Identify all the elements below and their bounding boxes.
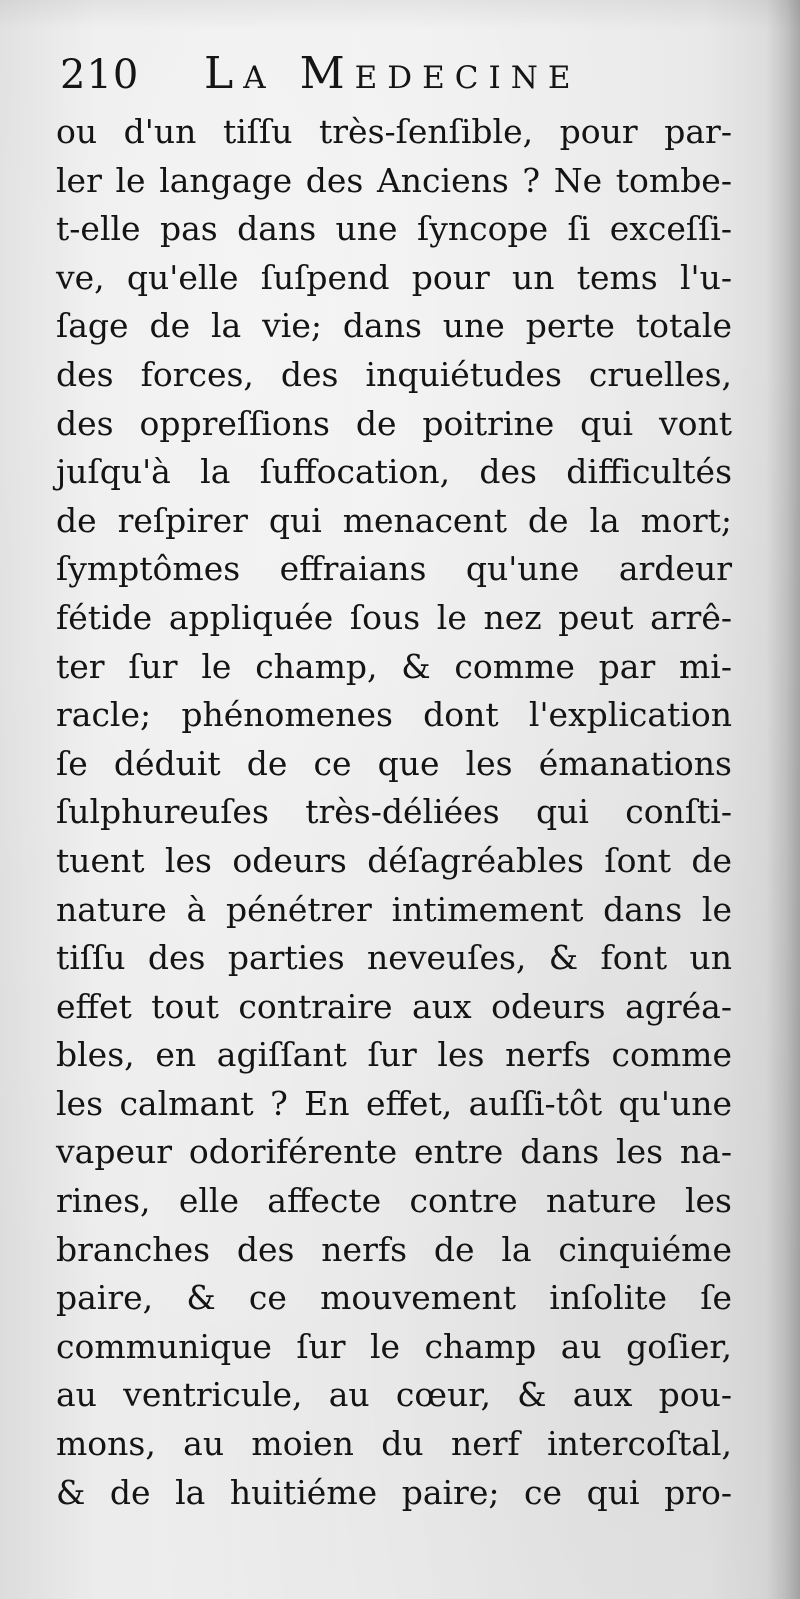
text-line: rines, elle affecte contre nature les: [56, 1181, 732, 1221]
body-text: [56, 108, 732, 1517]
text-line: fétide appliquée ſous le nez peut arrê-: [56, 597, 732, 637]
text-line: paire, & ce mouvement inſolite ſe: [56, 1278, 732, 1318]
text-line: ve, qu'elle ſuſpend pour un tems l'u-: [56, 257, 732, 297]
text-line: de reſpirer qui menacent de la mort;: [56, 500, 732, 540]
text-line: tuent les odeurs déſagréables ſont de: [56, 840, 732, 880]
page-header: [56, 46, 746, 98]
text-line: & de la huitiéme paire; ce qui pro-: [56, 1472, 732, 1512]
text-line: ſe déduit de ce que les émanations: [56, 743, 732, 783]
text-line: ſage de la vie; dans une perte totale: [56, 306, 732, 346]
text-line: racle; phénomenes dont l'explication: [56, 695, 732, 735]
text-line: tiſſu des parties neveuſes, & font un: [56, 938, 732, 978]
text-line: nature à pénétrer intimement dans le: [56, 889, 732, 929]
text-line: vapeur odoriférente entre dans les na-: [56, 1132, 732, 1172]
text-line: ſymptômes effraians qu'une ardeur: [56, 549, 732, 589]
text-line: ſulphureuſes très-déliées qui conſti-: [56, 792, 732, 832]
text-line: ler le langage des Anciens ? Ne tombe-: [56, 160, 732, 200]
text-line: effet tout contraire aux odeurs agréa-: [56, 986, 732, 1026]
text-line: t-elle pas dans une ſyncope ſi exceſſi-: [56, 209, 732, 249]
text-line: juſqu'à la ſuffocation, des difficultés: [56, 452, 732, 492]
text-line: ou d'un tiſſu très-ſenſible, pour par-: [56, 112, 732, 151]
text-line: branches des nerfs de la cinquiéme: [56, 1229, 732, 1269]
text-line: des forces, des inquiétudes cruelles,: [56, 354, 732, 394]
page-number: 210: [60, 52, 140, 98]
text-line: mons, au moien du nerf intercoſtal,: [56, 1424, 732, 1464]
text-line: ter ſur le champ, & comme par mi-: [56, 646, 732, 686]
text-line: communique ſur le champ au goſier,: [56, 1326, 732, 1366]
running-title: La Medecine: [204, 48, 581, 99]
text-line: les calmant ? En effet, auſſi-tôt qu'une: [56, 1083, 732, 1123]
text-line: bles, en agiſſant ſur les nerfs comme: [56, 1035, 732, 1075]
text-line: des oppreſſions de poitrine qui vont: [56, 403, 732, 443]
text-line: au ventricule, au cœur, & aux pou-: [56, 1375, 732, 1415]
